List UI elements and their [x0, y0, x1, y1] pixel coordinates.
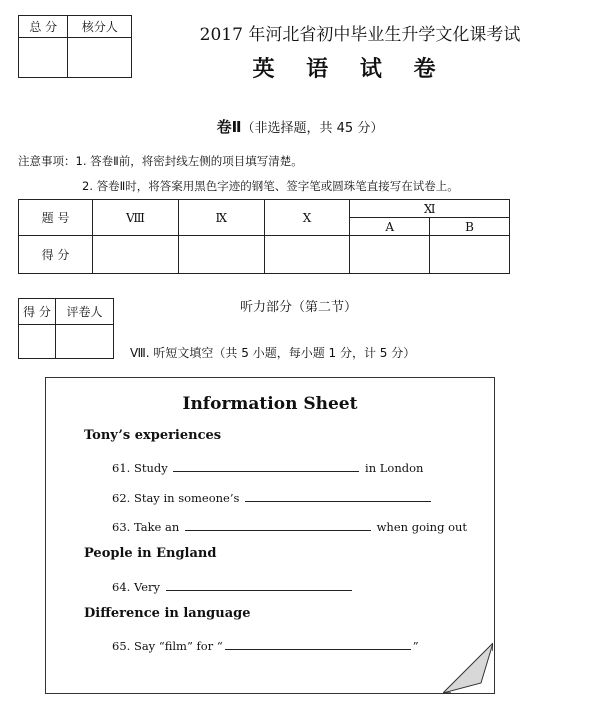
- paper-part-sub: （非选择题，共 45 分）: [241, 121, 384, 136]
- question-number-label: 题 号: [19, 200, 93, 236]
- question-63: [112, 518, 467, 534]
- q65-suffix: ”: [412, 639, 419, 653]
- sheet-title: Information Sheet: [182, 394, 358, 414]
- grader-name-cell[interactable]: [56, 325, 114, 359]
- heading-difference-language: Difference in language: [84, 606, 251, 621]
- subject-title: 英 语 试 卷: [252, 57, 448, 82]
- page-curl-icon: [443, 643, 493, 693]
- score-table: [18, 199, 510, 274]
- grader-box: [18, 298, 114, 359]
- grader-score-label: 得 分: [19, 299, 56, 325]
- grader-score-cell[interactable]: [19, 325, 56, 359]
- score-cell-11a[interactable]: [350, 236, 430, 274]
- heading-people-england: People in England: [84, 546, 217, 561]
- q63-prefix: 63. Take an: [112, 520, 180, 534]
- q65-prefix: 65. Say “film” for “: [112, 639, 223, 653]
- q61-prefix: 61. Study: [112, 461, 168, 475]
- note-1: 注意事项：1. 答卷Ⅱ前，将密封线左侧的项目填写清楚。: [18, 154, 303, 168]
- total-score-box: [18, 15, 132, 78]
- question-62: [112, 489, 433, 505]
- paper-part-title: [150, 116, 450, 137]
- col-header-11a: A: [350, 218, 430, 236]
- note-2: 2. 答卷Ⅱ时，将答案用黑色字迹的钢笔、签字笔或圆珠笔直接写在试卷上。: [82, 179, 459, 193]
- question-65: [112, 637, 419, 653]
- score-cell-11b[interactable]: [430, 236, 510, 274]
- col-header-11b: B: [430, 218, 510, 236]
- q64-blank[interactable]: [166, 578, 352, 591]
- section-title: 听力部分（第二节）: [240, 300, 358, 315]
- checker-label: 核分人: [68, 16, 132, 38]
- score-cell-10[interactable]: [264, 236, 350, 274]
- q61-blank[interactable]: [173, 459, 359, 472]
- checker-cell[interactable]: [68, 38, 132, 78]
- question-61: [112, 459, 423, 475]
- col-header-8: Ⅷ: [92, 200, 178, 236]
- question-instruction: Ⅷ. 听短文填空（共 5 小题，每小题 1 分，计 5 分）: [130, 346, 416, 360]
- score-row-label: 得 分: [19, 236, 93, 274]
- q63-suffix: when going out: [376, 520, 468, 534]
- col-header-11: Ⅺ: [350, 200, 510, 218]
- q62-prefix: 62. Stay in someone’s: [112, 491, 240, 505]
- information-sheet: [45, 377, 495, 694]
- q62-blank[interactable]: [245, 489, 431, 502]
- q64-prefix: 64. Very: [112, 580, 160, 594]
- paper-part-main: 卷Ⅱ: [216, 118, 242, 136]
- q63-blank[interactable]: [185, 518, 371, 531]
- score-cell-9[interactable]: [178, 236, 264, 274]
- heading-tony-experiences: Tony’s experiences: [84, 428, 222, 443]
- question-64: [112, 578, 354, 594]
- col-header-10: Ⅹ: [264, 200, 350, 236]
- total-score-label: 总 分: [19, 16, 68, 38]
- grader-label: 评卷人: [56, 299, 114, 325]
- q65-blank[interactable]: [225, 637, 411, 650]
- exam-title: 2017 年河北省初中毕业生升学文化课考试: [199, 25, 521, 45]
- score-cell-8[interactable]: [92, 236, 178, 274]
- col-header-9: Ⅸ: [178, 200, 264, 236]
- total-score-cell[interactable]: [19, 38, 68, 78]
- q61-suffix: in London: [365, 461, 424, 475]
